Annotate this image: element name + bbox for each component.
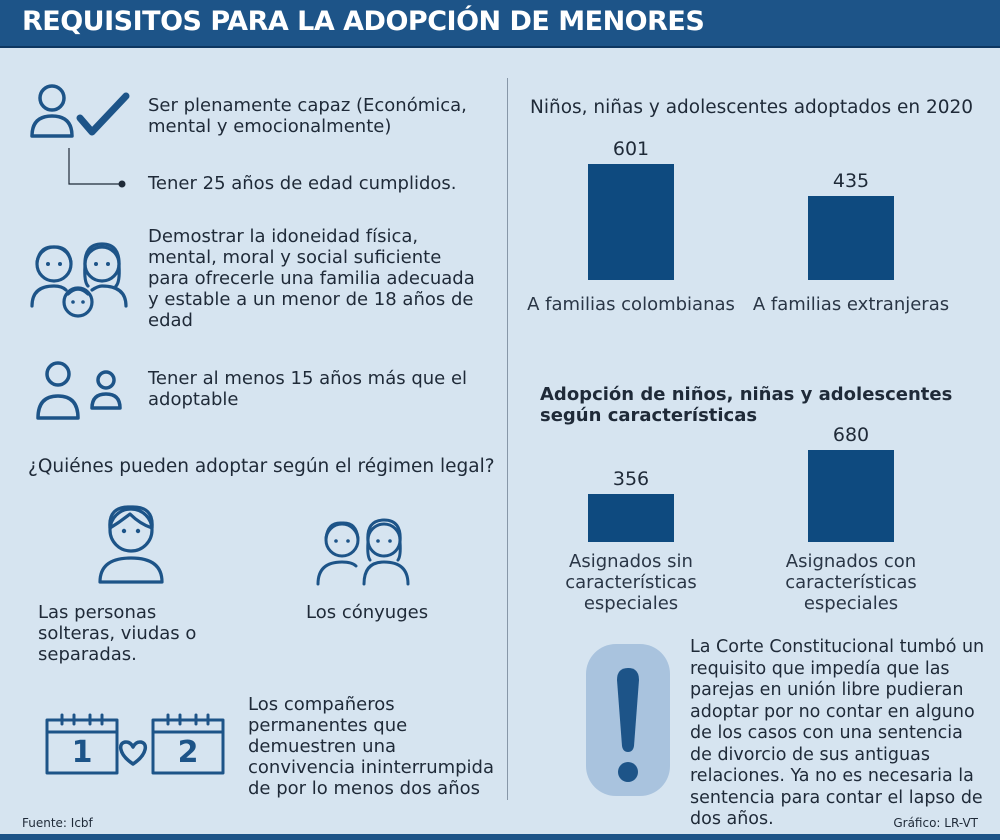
permanent-partners-label: Los compañeros permanentes que demuestren una convivencia ininterrumpida de por lo menos dos años [248,694,495,799]
requirement-suitability: Demostrar la idoneidad física, mental, moral y social suficiente para ofrecerle una familia adecuada y estable a un menor de 18 años de edad [148,226,475,331]
source-label: Fuente: Icbf [22,816,93,830]
requirement-age-difference: Tener al menos 15 años más que el adoptable [148,368,468,410]
header-banner [0,0,1000,48]
chart-1-title: Niños, niñas y adolescentes adoptados en 2020 [530,97,974,118]
bar-2 [808,450,894,542]
calendar-number-1: 1 [71,735,93,770]
calendar-number-2: 2 [177,735,199,770]
requirement-capacity: Ser plenamente capaz (Económica, mental y emocionalmente) [148,95,467,137]
age-difference-icon [32,360,132,426]
footer-bar [0,834,1000,840]
category-label: Asignados con características especiales [785,551,917,614]
single-adopters-label: Las personas solteras, viudas o separadas. [38,602,197,665]
bar-1 [588,494,674,542]
bar-2 [808,196,894,280]
person-check-icon [28,82,138,144]
court-ruling-note: La Corte Constitucional tumbó un requisito que impedía que las parejas en unión libre pudieran adoptar por no contar en alguno de los casos con una sentencia de divorcio de sus antiguas relaciones. Ya no es necesaria la sentencia para contar el lapso de dos años. [690,637,985,829]
credit-label: Gráfico: LR-VT [893,816,978,830]
bar-value-label: 356 [612,468,650,490]
chart-2-title: Adopción de niños, niñas y adolescentes según características [540,384,953,426]
connector-line [64,148,130,192]
heart-icon [116,738,150,768]
family-icon [28,238,132,326]
who-can-adopt-title: ¿Quiénes pueden adoptar según el régimen legal? [28,456,495,477]
bar-value-label: 601 [612,138,650,160]
bar-value-label: 680 [832,424,870,446]
requirement-age: Tener 25 años de edad cumplidos. [148,173,457,194]
exclamation-icon [584,642,672,798]
spouses-icon [314,514,412,588]
spouses-label: Los cónyuges [306,602,429,623]
page-title: REQUISITOS PARA LA ADOPCIÓN DE MENORES [22,6,705,37]
category-label: Asignados sin características especiales [565,551,697,614]
category-label: A familias extranjeras [752,294,950,315]
single-person-icon [96,500,166,586]
column-divider [507,78,508,800]
bar-1 [588,164,674,280]
category-label: A familias colombianas [527,294,735,315]
bar-value-label: 435 [832,170,870,192]
